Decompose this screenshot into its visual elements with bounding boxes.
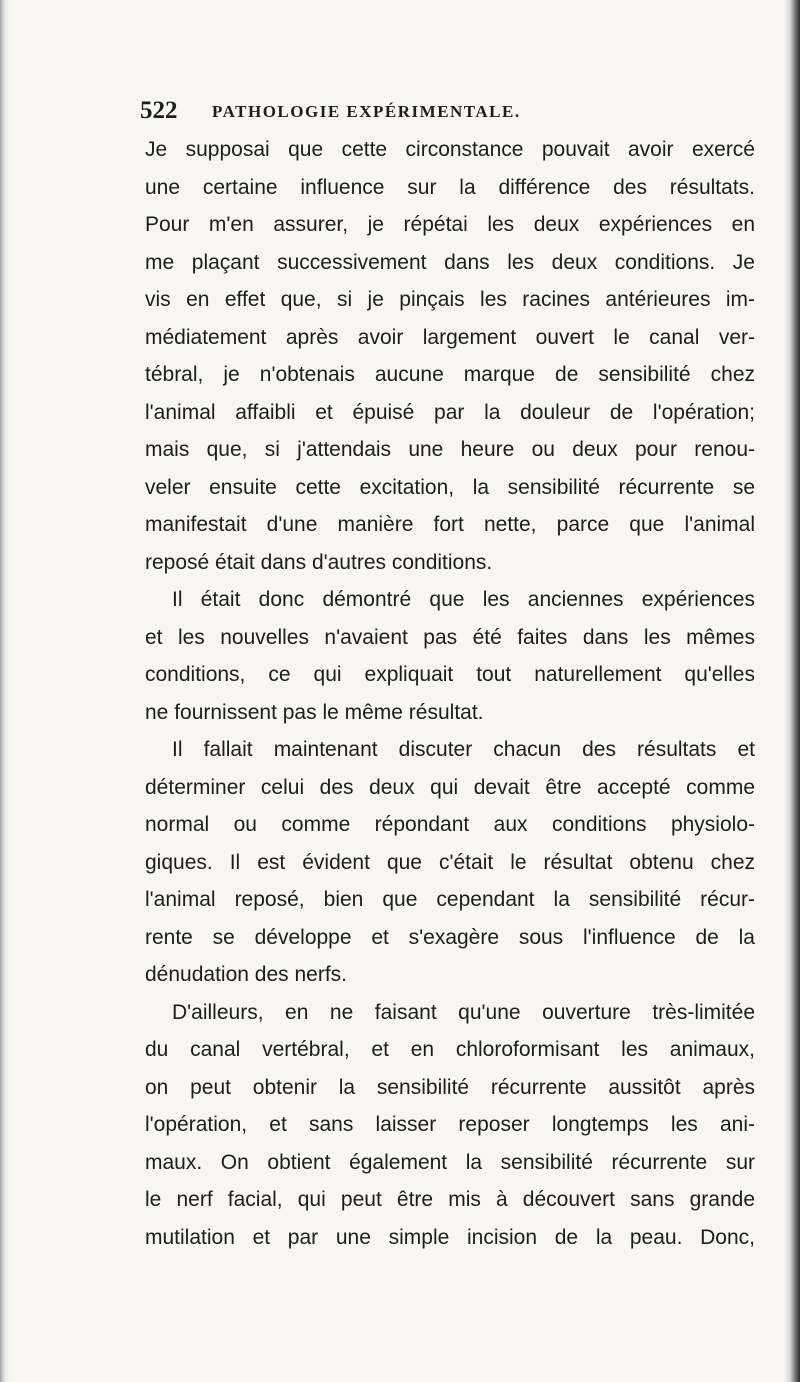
- running-title: PATHOLOGIE EXPÉRIMENTALE.: [212, 102, 521, 121]
- text-line: on peut obtenir la sensibilité récurrente aussitôt après: [145, 1075, 755, 1099]
- text-line: me plaçant successivement dans les deux conditions. Je: [145, 250, 755, 274]
- text-line: veler ensuite cette excitation, la sensibilité récurrente se: [145, 475, 755, 499]
- text-line: l'animal reposé, bien que cependant la sensibilité récur-: [145, 888, 755, 911]
- text-line: mais que, si j'attendais une heure ou deux pour renou-: [145, 438, 755, 461]
- page-left-edge: [0, 0, 10, 1382]
- text-line: maux. On obtient également la sensibilité récurrente sur: [145, 1150, 755, 1174]
- text-line: reposé était dans d'autres conditions.: [145, 550, 493, 574]
- text-line: Il était donc démontré que les anciennes expériences: [172, 588, 755, 611]
- page-header: [140, 96, 760, 126]
- text-line: tébral, je n'obtenais aucune marque de sensibilité chez: [145, 363, 755, 386]
- text-line: vis en effet que, si je pinçais les racines antérieures im-: [145, 288, 755, 311]
- text-line: déterminer celui des deux qui devait être accepté comme: [145, 775, 755, 799]
- text-line: dénudation des nerfs.: [145, 963, 347, 986]
- page-right-edge: [784, 0, 800, 1382]
- text-line: du canal vertébral, et en chloroformisant les animaux,: [145, 1038, 755, 1061]
- text-line: conditions, ce qui expliquait tout naturellement qu'elles: [145, 663, 755, 686]
- text-line: manifestait d'une manière fort nette, parce que l'animal: [145, 513, 755, 536]
- text-line: mutilation et par une simple incision de la peau. Donc,: [145, 1225, 755, 1249]
- text-line: le nerf facial, qui peut être mis à découvert sans grande: [145, 1188, 755, 1211]
- text-line: une certaine influence sur la différence des résultats.: [145, 175, 755, 199]
- page-number: 522: [140, 97, 178, 124]
- text-line: l'opération, et sans laisser reposer longtemps les ani-: [145, 1113, 755, 1136]
- text-line: giques. Il est évident que c'était le résultat obtenu chez: [145, 850, 755, 874]
- text-line: D'ailleurs, en ne faisant qu'une ouverture très-limitée: [172, 1000, 755, 1024]
- text-line: Il fallait maintenant discuter chacun des résultats et: [172, 738, 755, 761]
- text-line: Pour m'en assurer, je répétai les deux expériences en: [145, 213, 755, 236]
- text-line: normal ou comme répondant aux conditions physiolo-: [145, 813, 755, 836]
- text-line: et les nouvelles n'avaient pas été faites dans les mêmes: [145, 625, 755, 649]
- text-line: rente se développe et s'exagère sous l'influence de la: [145, 925, 755, 949]
- text-line: Je supposai que cette circonstance pouvait avoir exercé: [145, 138, 755, 161]
- body-text: [145, 131, 755, 1256]
- text-line: médiatement après avoir largement ouvert le canal ver-: [145, 325, 755, 349]
- text-line: ne fournissent pas le même résultat.: [145, 700, 484, 724]
- text-line: l'animal affaibli et épuisé par la douleur de l'opération;: [145, 400, 755, 424]
